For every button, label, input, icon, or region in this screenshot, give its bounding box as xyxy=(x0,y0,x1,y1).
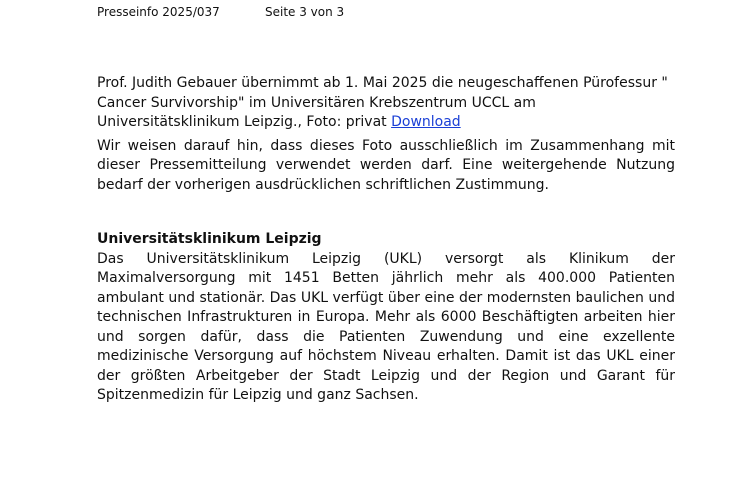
page-header xyxy=(97,4,345,20)
about-body: Das Universitätsklinikum Leipzig (UKL) versorgt als Klinikum der Maximalversorgung mit 1451 Betten jährlich mehr als 400.000 Patienten ambulant und stationär. Das UKL verfügt über eine der modernsten baulichen und technischen Infrastrukturen in Europa. Mehr als 6000 Beschäftigten arbeiten hier und sorgen dafür, dass die Patienten Zuwendung und eine exzellente medizinische Versorgung auf höchstem Niveau erhalten. Damit ist das UKL einer der größten Arbeitgeber der Stadt Leipzig und der Region und Garant für Spitzenmedizin für Leipzig und ganz Sachsen. xyxy=(97,250,675,403)
download-link[interactable]: Download xyxy=(391,114,461,130)
about-heading: Universitätsklinikum Leipzig xyxy=(97,231,322,247)
usage-notice: Wir weisen darauf hin, dass dieses Foto ausschließlich im Zusammenhang mit dieser Pressemitteilung verwendet werden darf. Eine weitergehende Nutzung bedarf der vorherigen ausdrücklichen schriftlichen Zustimmung. xyxy=(97,137,675,193)
press-id: Presseinfo 2025/037 xyxy=(97,5,220,19)
page-number: Seite 3 von 3 xyxy=(265,5,345,19)
about-section xyxy=(97,230,675,406)
caption-text: Prof. Judith Gebauer übernimmt ab 1. Mai 2025 die neugeschaffenen Pürofessur " Cancer Survivorship" im Universitären Krebszentrum UCCL am Universitätsklinikum Leipzig., Foto: privat xyxy=(97,75,668,130)
photo-caption xyxy=(97,74,675,195)
caption-paragraph xyxy=(97,74,675,133)
